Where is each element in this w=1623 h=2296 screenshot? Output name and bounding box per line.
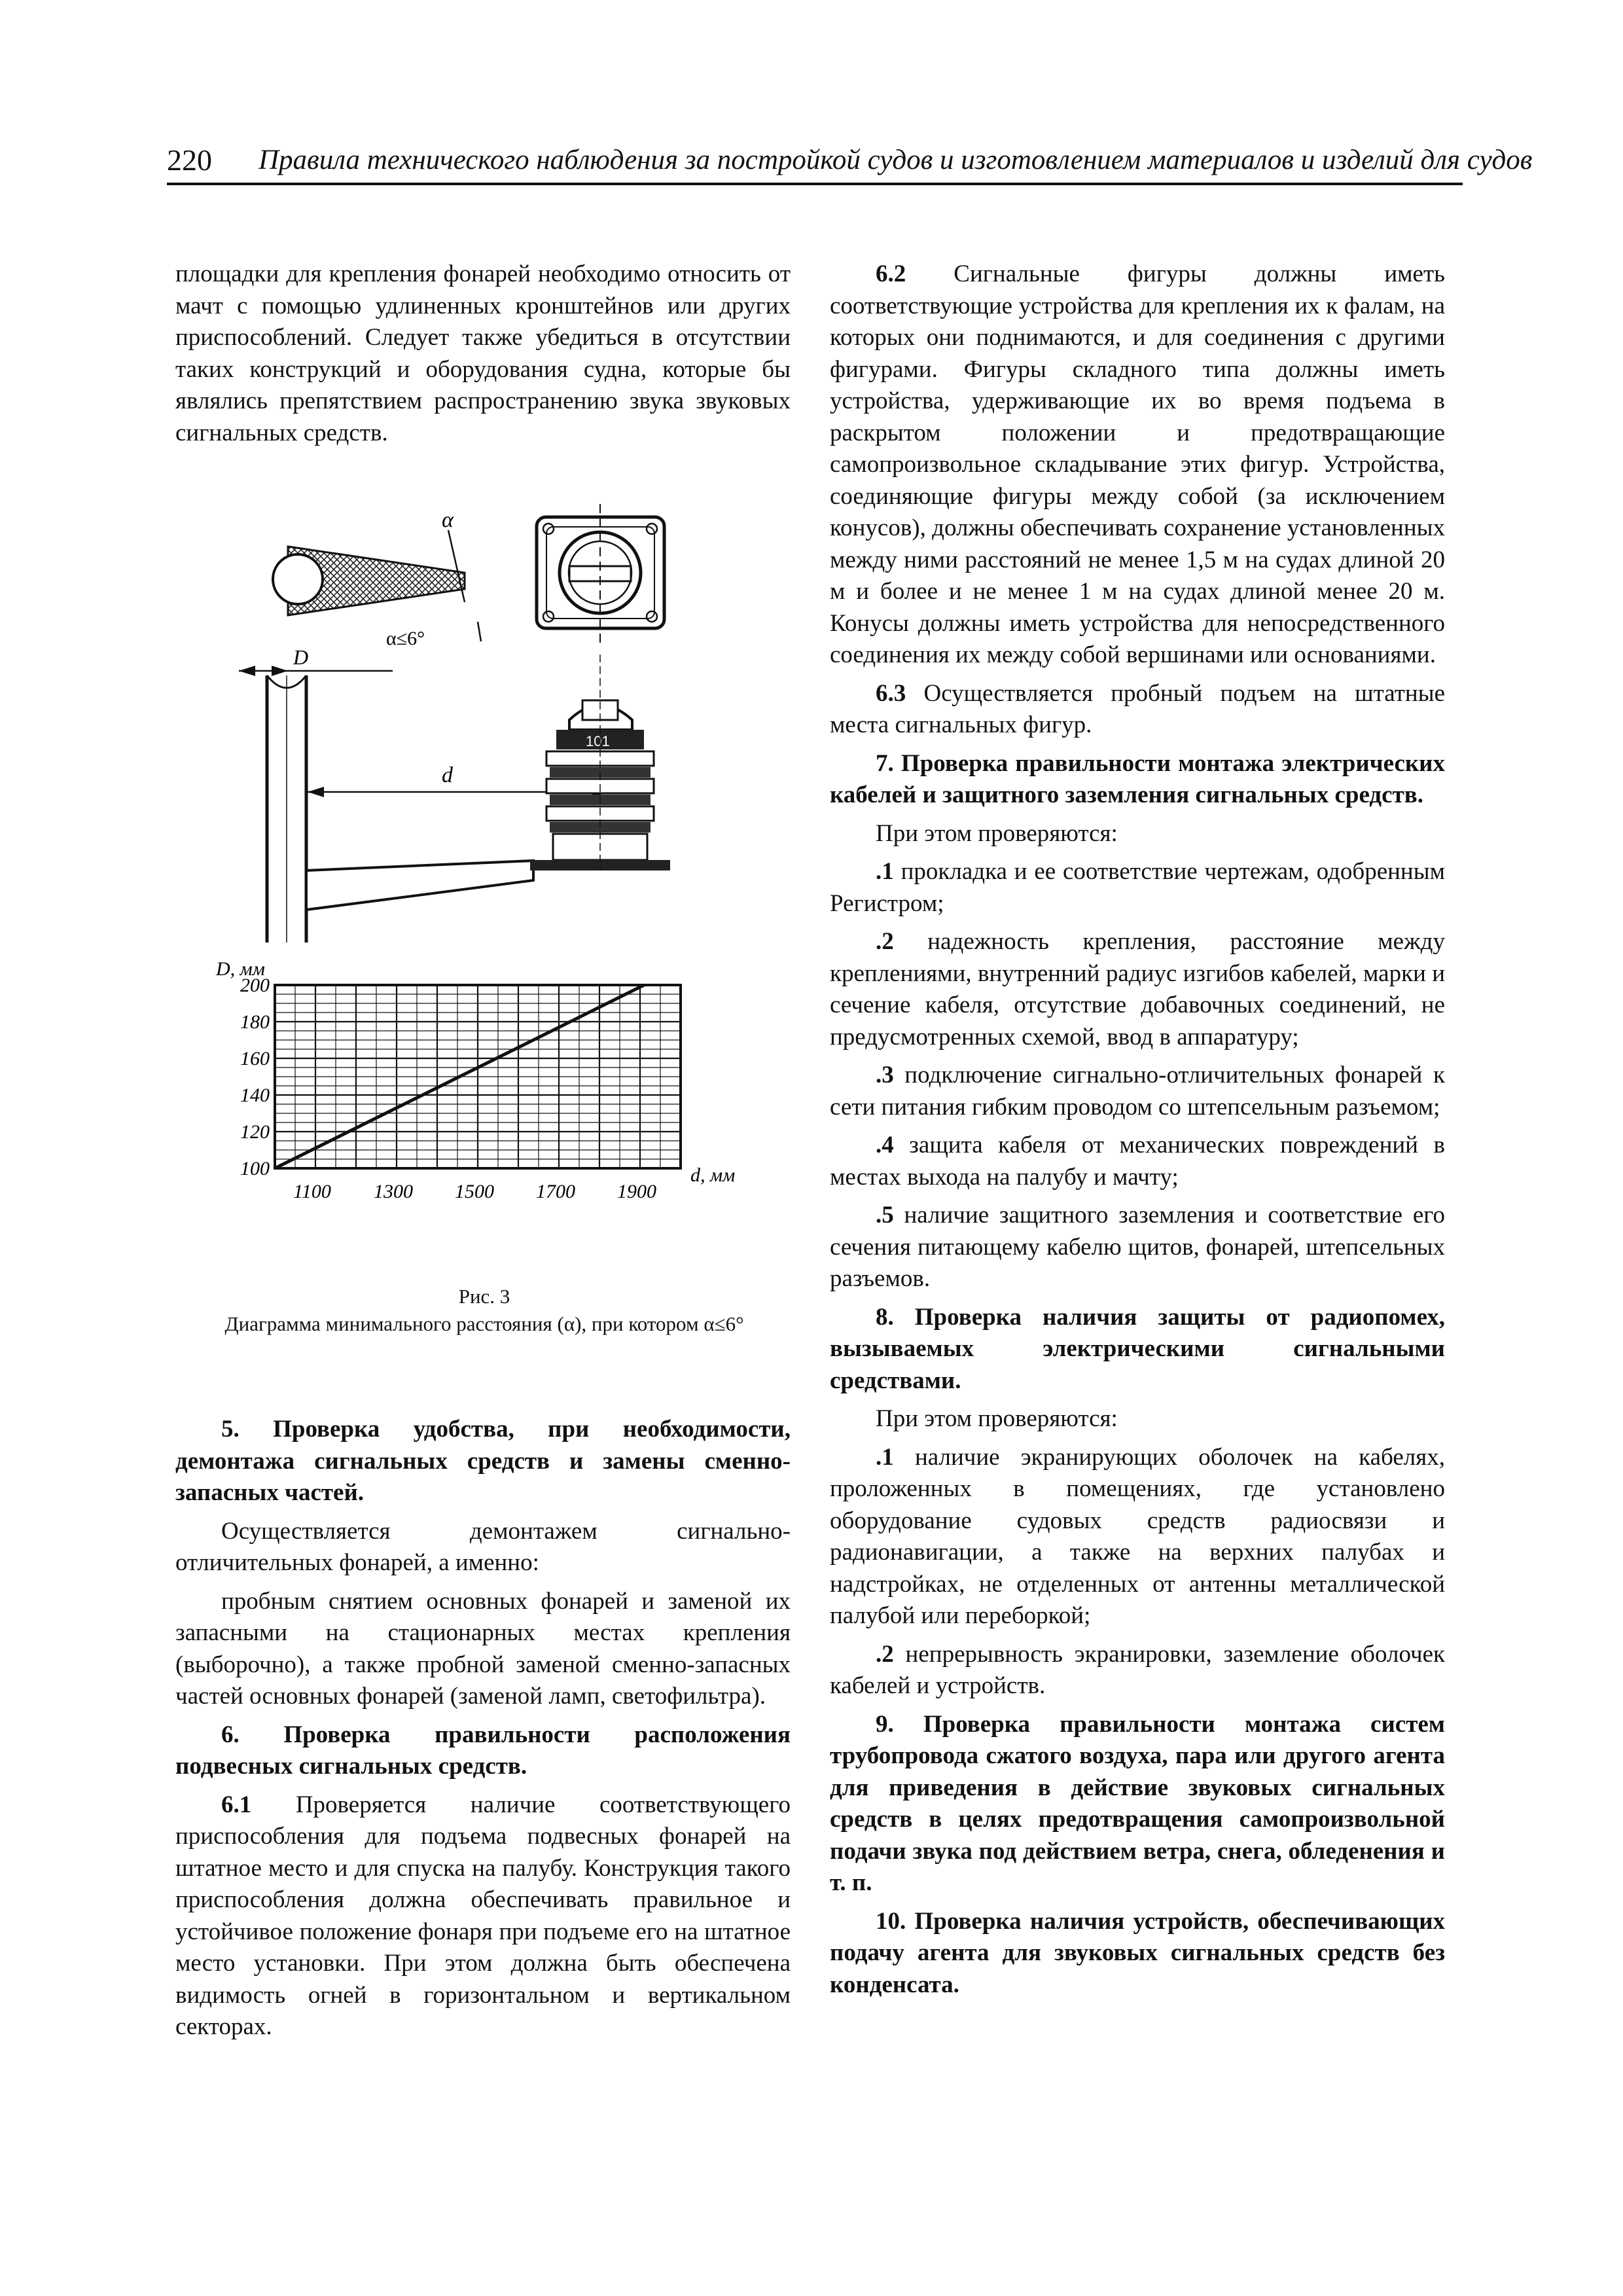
chart xyxy=(215,958,735,1202)
section-9-heading xyxy=(830,1709,1445,1899)
figure-caption xyxy=(164,1283,805,1338)
clause-number: 6.1 xyxy=(221,1791,252,1818)
clause-number: 6.3 xyxy=(876,679,906,707)
section-number: 9. xyxy=(876,1710,894,1738)
y-tick-label: 100 xyxy=(240,1158,270,1179)
x-tick-label: 1700 xyxy=(536,1181,575,1202)
clause-text: Осуществляется пробный подъем на штатные места сигнальных фигур. xyxy=(830,679,1446,738)
left-column-top xyxy=(175,259,791,449)
page-number: 220 xyxy=(167,143,212,177)
figure-3 xyxy=(190,504,779,1289)
clause-text: Проверяется наличие соответствующего приспособления для подъема подвесных фонарей на штатное место и для спуска на палубу. Конструкция такого приспособления должна обеспечивать правильное и устойчивое положение фонаря при подъеме его на штатное место установки. При этом должна быть обеспечена видимость огней в горизонтальном и вертикальном секторах. xyxy=(175,1791,791,2040)
section-5-heading xyxy=(175,1414,791,1509)
section-6-2 xyxy=(830,259,1445,672)
caption-number: Рис. 3 xyxy=(458,1285,510,1308)
section-6-3 xyxy=(830,678,1445,742)
header-rule xyxy=(167,183,1463,185)
section-title: Проверка наличия защиты от радиопомех, вызываемых электрическими сигнальными средствами. xyxy=(830,1303,1446,1394)
section-title: Проверка правильности монтажа электрических кабелей и защитного заземления сигнальных средств. xyxy=(830,749,1445,808)
section-8-heading xyxy=(830,1302,1445,1397)
caption-text: Диаграмма минимального расстояния (α), при котором α≤6° xyxy=(224,1312,744,1335)
item-number: .2 xyxy=(876,1640,894,1668)
lantern-marking: 101 xyxy=(586,733,610,749)
item-number: .2 xyxy=(876,928,894,955)
section-number: 8. xyxy=(876,1303,894,1331)
section-6-heading xyxy=(175,1719,791,1783)
section-title: Проверка наличия устройств, обеспечивающих подачу агента для звуковых сигнальных средств без конденсата. xyxy=(830,1907,1446,1998)
section-6-1 xyxy=(175,1789,791,2043)
x-tick-label: 1300 xyxy=(374,1181,413,1202)
item-text: наличие экранирующих оболочек на кабелях, проложенных в помещениях, где установлено оборудование судовых средств радиосвязи и радионавигации, а также на верхних палубах и надстройках, не отделенных от антенны металлической палубой или переборкой; xyxy=(830,1443,1446,1629)
item-text: непрерывность экранировки, заземление оболочек кабелей и устройств. xyxy=(830,1640,1446,1699)
section-10-heading xyxy=(830,1906,1445,2001)
paragraph: При этом проверяются: xyxy=(876,1405,1118,1432)
right-column xyxy=(830,259,1445,2001)
item-text: надежность крепления, расстояние между креплениями, внутренний радиус изгибов кабелей, марки и сечение кабеля, отсутствие добавочных соединений, не предусмотренных схемой, ввод в аппаратуру; xyxy=(830,928,1445,1050)
chart-ylabel: D, мм xyxy=(216,958,265,980)
list-item xyxy=(830,856,1445,920)
list-item xyxy=(830,1639,1445,1702)
section-number: 6. xyxy=(221,1721,240,1748)
page-header xyxy=(167,141,1533,180)
figure-drawing xyxy=(190,504,779,1289)
section-title: Проверка правильности расположения подвесных сигнальных средств. xyxy=(175,1721,791,1780)
beam-sketch xyxy=(273,508,481,649)
chart-xlabel: d, мм xyxy=(690,1164,736,1186)
item-number: .1 xyxy=(876,858,894,885)
clause-text: Сигнальные фигуры должны иметь соответствующие устройства для крепления их к фалам, на которых они поднимаются, и для соединения с другими фигурами. Фигуры складного типа должны иметь устройства, удерживающие их во время подъема в раскрытом положении и предотвращающие самопроизвольное складывание этих фигур. Устройства, соединяющие фигуры между собой (за исключением конусов), должны обеспечивать сохранение установленных между ними расстояний не менее 1,5 м на судах длиной 20 м и более и не менее 1 м на судах длиной менее 20 м. Конусы должны иметь устройства для непосредственного соединения их между собой вершинами или основаниями. xyxy=(830,260,1446,668)
list-item xyxy=(830,1442,1445,1632)
label-D: D xyxy=(293,645,309,669)
item-text: защита кабеля от механических повреждений в местах выхода на палубу и мачту; xyxy=(830,1132,1445,1191)
lantern-top-view xyxy=(537,504,664,645)
list-item xyxy=(830,1130,1445,1193)
item-text: прокладка и ее соответствие чертежам, одобренным Регистром; xyxy=(830,858,1446,917)
x-tick-label: 1100 xyxy=(293,1181,331,1202)
section-number: 5. xyxy=(221,1416,240,1443)
section-number: 10. xyxy=(876,1907,906,1935)
lantern-side-view xyxy=(530,655,670,870)
clause-number: 6.2 xyxy=(876,260,906,287)
item-text: подключение сигнально-отличительных фонарей к сети питания гибким проводом со штепсельным разъемом; xyxy=(830,1062,1445,1121)
section-title: Проверка удобства, при необходимости, демонтажа сигнальных средств и замены сменно-запасных частей. xyxy=(175,1416,791,1506)
paragraph: площадки для крепления фонарей необходимо относить от мачт с помощью удлиненных кронштейнов или других приспособлений. Следует также убедиться в отсутствии таких конструкций и оборудования судна, которые бы являлись препятствием распространению звука звуковых сигнальных средств. xyxy=(175,260,791,446)
item-text: наличие защитного заземления и соответствие его сечения питающему кабелю щитов, фонарей, штепсельных разъемов. xyxy=(830,1202,1446,1292)
section-7-heading xyxy=(830,748,1445,812)
list-item xyxy=(830,926,1445,1053)
y-tick-label: 200 xyxy=(240,975,270,996)
y-tick-label: 180 xyxy=(240,1011,270,1033)
item-number: .4 xyxy=(876,1132,894,1158)
paragraph: пробным снятием основных фонарей и заменой их запасными на стационарных местах крепления (выборочно), а также пробной заменой сменно-запасных частей основных фонарей (заменой ламп, светофильтра). xyxy=(175,1587,791,1710)
item-number: .3 xyxy=(876,1062,894,1088)
label-d: d xyxy=(442,763,453,787)
item-number: .1 xyxy=(876,1443,894,1471)
item-number: .5 xyxy=(876,1202,894,1229)
y-tick-label: 140 xyxy=(240,1085,270,1106)
y-tick-label: 120 xyxy=(240,1121,270,1143)
section-title: Проверка правильности монтажа систем трубопровода сжатого воздуха, пара или другого агента для приведения в действие звуковых сигнальных средств в целях предотвращения самопроизвольной подачи звука под действием ветра, снега, обледенения и т. п. xyxy=(830,1710,1445,1896)
paragraph: Осуществляется демонтажем сигнально-отличительных фонарей, а именно: xyxy=(175,1517,791,1576)
alpha-condition: α≤6° xyxy=(386,628,425,649)
y-tick-label: 160 xyxy=(240,1048,270,1069)
alpha-symbol: α xyxy=(442,508,454,532)
x-tick-label: 1900 xyxy=(617,1181,656,1202)
section-number: 7. xyxy=(876,749,894,777)
x-tick-label: 1500 xyxy=(455,1181,494,1202)
list-item xyxy=(830,1060,1445,1123)
left-column-bottom xyxy=(175,1414,791,2043)
running-title: Правила технического наблюдения за постройкой судов и изготовлением материалов и изделий для судов xyxy=(259,145,1533,175)
list-item xyxy=(830,1200,1445,1295)
paragraph: При этом проверяются: xyxy=(876,819,1118,847)
